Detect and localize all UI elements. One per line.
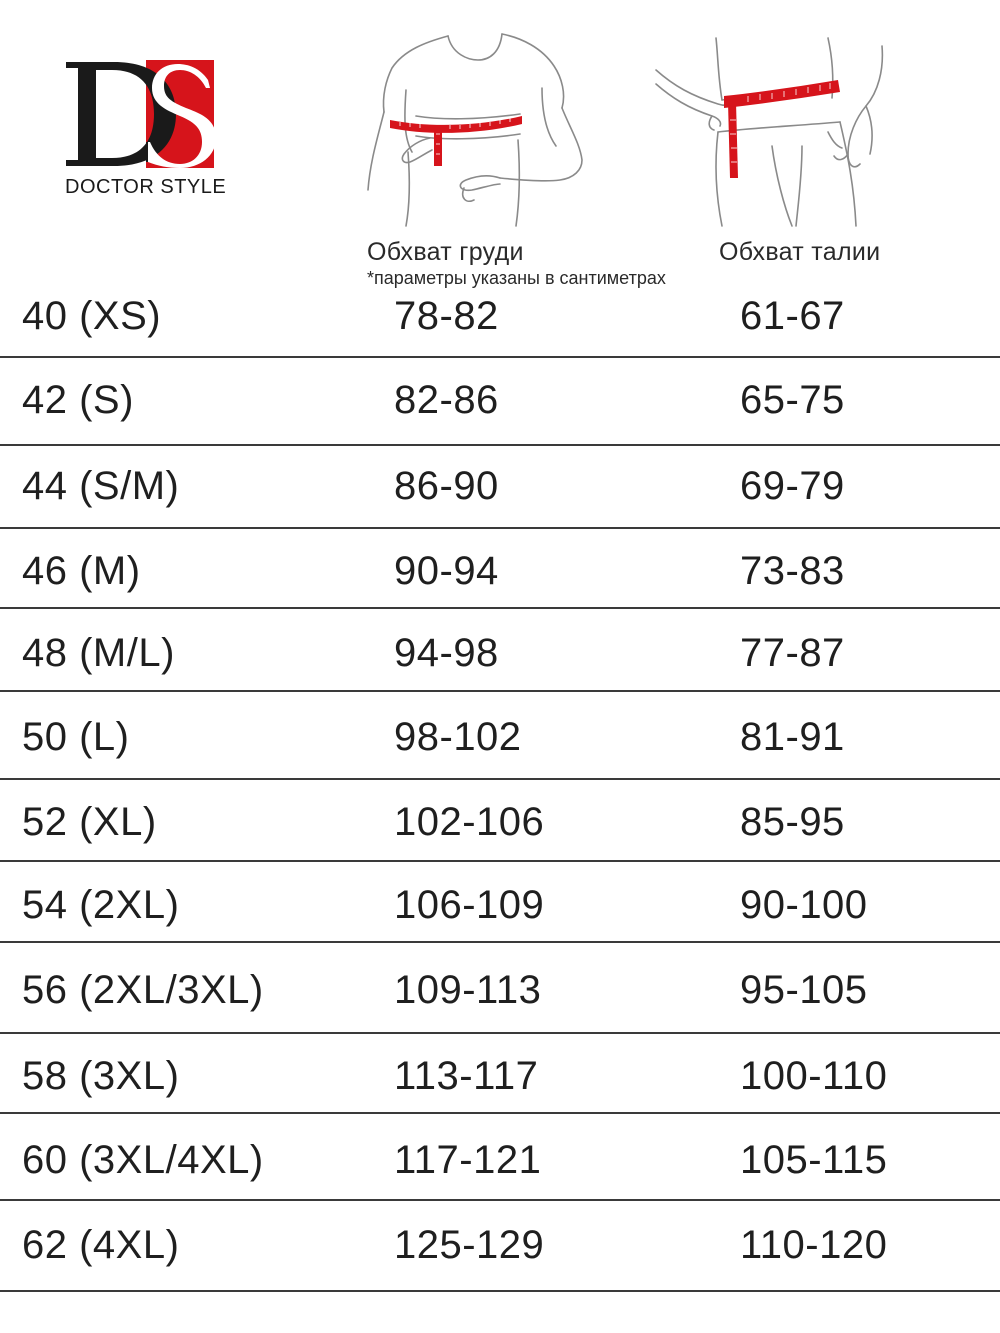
chest-measurement-illustration [360, 28, 590, 228]
waist-cell: 105-115 [740, 1138, 888, 1182]
size-cell: 52 (XL) [22, 800, 157, 844]
waist-cell: 69-79 [740, 464, 845, 508]
waist-cell: 85-95 [740, 800, 845, 844]
chest-cell: 106-109 [394, 883, 545, 927]
table-row [0, 780, 1000, 862]
waist-cell: 110-120 [740, 1223, 888, 1267]
table-row [0, 1201, 1000, 1292]
chest-cell: 90-94 [394, 549, 499, 593]
waist-column-heading: Обхват талии [719, 238, 881, 266]
table-row [0, 862, 1000, 943]
chest-cell: 113-117 [394, 1054, 539, 1098]
size-cell: 46 (M) [22, 549, 141, 593]
chest-cell: 86-90 [394, 464, 499, 508]
chest-cell: 125-129 [394, 1223, 545, 1267]
chest-cell: 78-82 [394, 294, 499, 338]
brand-name: DOCTOR STYLE [65, 176, 227, 198]
size-cell: 62 (4XL) [22, 1223, 180, 1267]
chest-cell: 82-86 [394, 378, 499, 422]
waist-cell: 95-105 [740, 968, 868, 1012]
units-note: *параметры указаны в сантиметрах [367, 268, 666, 288]
chest-cell: 94-98 [394, 631, 499, 675]
waist-cell: 90-100 [740, 883, 868, 927]
chest-cell: 117-121 [394, 1138, 542, 1182]
table-row [0, 529, 1000, 609]
table-row [0, 692, 1000, 780]
size-cell: 40 (XS) [22, 294, 162, 338]
waist-cell: 61-67 [740, 294, 845, 338]
chest-column-heading: Обхват груди [367, 238, 524, 266]
table-row [0, 943, 1000, 1034]
table-row [0, 358, 1000, 446]
table-row [0, 1114, 1000, 1201]
chest-cell: 98-102 [394, 715, 522, 759]
waist-cell: 77-87 [740, 631, 845, 675]
size-cell: 58 (3XL) [22, 1054, 180, 1098]
size-cell: 48 (M/L) [22, 631, 175, 675]
waist-cell: 73-83 [740, 549, 845, 593]
table-row [0, 1034, 1000, 1114]
table-row [0, 609, 1000, 692]
table-row [0, 446, 1000, 529]
ds-monogram-icon [62, 58, 224, 170]
chest-cell: 109-113 [394, 968, 542, 1012]
brand-logo [62, 58, 232, 203]
waist-cell: 100-110 [740, 1054, 888, 1098]
table-row [0, 272, 1000, 358]
chest-cell: 102-106 [394, 800, 545, 844]
waist-measurement-illustration [652, 36, 902, 228]
size-cell: 56 (2XL/3XL) [22, 968, 264, 1012]
waist-cell: 65-75 [740, 378, 845, 422]
waist-cell: 81-91 [740, 715, 845, 759]
size-cell: 50 (L) [22, 715, 130, 759]
size-cell: 54 (2XL) [22, 883, 180, 927]
size-cell: 42 (S) [22, 378, 134, 422]
size-cell: 44 (S/M) [22, 464, 180, 508]
size-cell: 60 (3XL/4XL) [22, 1138, 264, 1182]
